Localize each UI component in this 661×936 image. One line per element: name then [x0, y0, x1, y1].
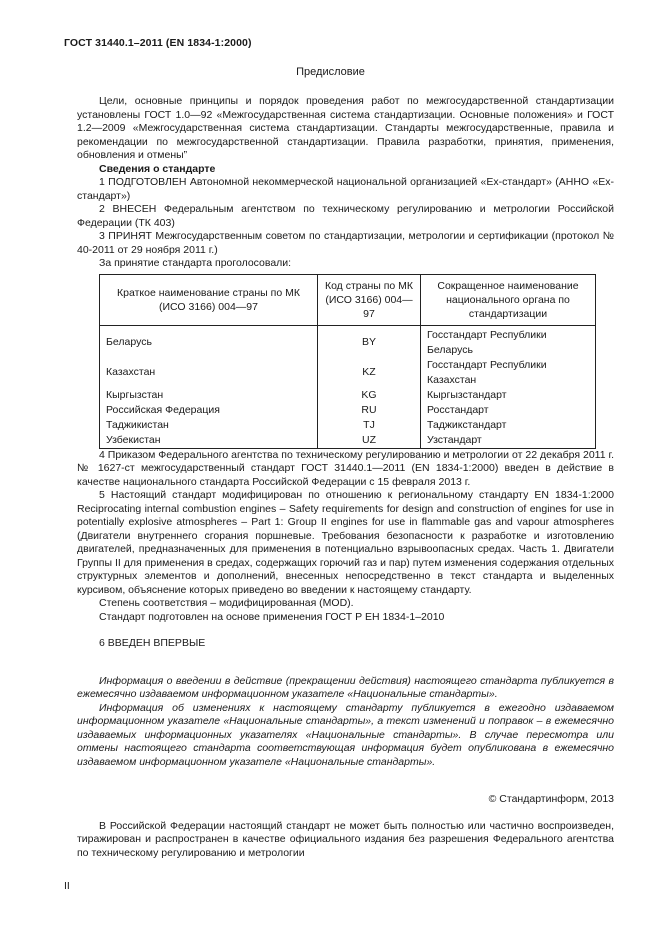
country-name: Беларусь [100, 325, 318, 358]
table-row [100, 388, 596, 403]
document-id: ГОСТ 31440.1–2011 (EN 1834-1:2000) [64, 37, 252, 49]
item-3: 3 ПРИНЯТ Межгосударственным советом по стандартизации, метрологии и сертификации (протокол № 40-2011 от 29 ноября 2011 г.) [77, 230, 614, 256]
standard-basis: Стандарт подготовлен на основе применения ГОСТ Р ЕН 1834-1–2010 [99, 610, 445, 623]
item-5: 5 Настоящий стандарт модифицирован по отношению к региональному стандарту EN 1834-1:2000 Reciprocating internal combustion engines – Safety requirements for design and construction of engines for use in potentially explosive atmospheres – Part 1: Group II engines for use in flammable gas and vapour atmospheres (Двигатели внутреннего сгорания поршневые. Требования безопасности к разработке и изготовлению двигателей, предназначенных для применения в потенциально взрывоопасных средах. Часть 1. Двигатели Группы II для применения в средах, содержащих горючий газ и пар) путем изменения содержания отдельных структурных элементов и дополнений, внесенных непосредственно в текст стандарта и выделенных курсивом, объяснение которых приведено во введении к настоящему стандарту. [77, 489, 614, 596]
country-code: RU [318, 403, 421, 418]
country-name: Казахстан [100, 358, 318, 388]
voting-table [99, 274, 596, 449]
item-6: 6 ВВЕДЕН ВПЕРВЫЕ [99, 637, 206, 649]
note-introduction: Информация о введении в действие (прекращении действия) настоящего стандарта публикуется в ежемесячно издаваемом информационном указателе «Национальные стандарты». [77, 674, 614, 700]
table-row [100, 325, 596, 358]
info-heading: Сведения о стандарте [99, 162, 216, 175]
item-1: 1 ПОДГОТОВЛЕН Автономной некоммерческой национальной организацией «Ех-стандарт» (АННО «Ех-стандарт») [77, 176, 614, 202]
agency-name: Узстандарт [421, 433, 596, 449]
country-code: UZ [318, 433, 421, 449]
country-code: KZ [318, 358, 421, 388]
country-name: Узбекистан [100, 433, 318, 449]
table-row [100, 403, 596, 418]
section-title: Предисловие [296, 66, 365, 78]
table-row [100, 433, 596, 449]
header-agency: Сокращенное наименование национального органа по стандартизации [421, 274, 596, 325]
header-country: Краткое наименование страны по МК (ИСО 3166) 004—97 [100, 274, 318, 325]
copyright: © Стандартинформ, 2013 [488, 793, 614, 805]
country-code: KG [318, 388, 421, 403]
country-code: BY [318, 325, 421, 358]
intro-paragraph: Цели, основные принципы и порядок проведения работ по межгосударственной стандартизации установлены ГОСТ 1.0—92 «Межгосударственная система стандартизации. Основные положения» и ГОСТ 1.2—2009 «Межгосударственная система стандартизации. Стандарты межгосударственные, правила и рекомендации по межгосударственной стандартизации. Правила разработки, принятия, применения, обновления и отмены” [77, 95, 614, 161]
agency-name: Кыргызстандарт [421, 388, 596, 403]
table-row [100, 418, 596, 433]
country-name: Российская Федерация [100, 403, 318, 418]
country-name: Кыргызстан [100, 388, 318, 403]
country-code: TJ [318, 418, 421, 433]
body-text [77, 95, 614, 860]
country-name: Таджикистан [100, 418, 318, 433]
agency-name: Росстандарт [421, 403, 596, 418]
item-4: 4 Приказом Федерального агентства по техническому регулированию и метрологии от 22 декабря 2011 г. № 1627-ст межгосударственный стандарт ГОСТ 31440.1—2011 (EN 1834-1:2000) введен в действие в качестве национального стандарта Российской Федерации с 15 февраля 2013 г. [77, 448, 614, 488]
agency-name: Таджикстандарт [421, 418, 596, 433]
table-header-row [100, 274, 596, 325]
conformity-degree: Степень соответствия – модифицированная (MOD). [99, 597, 354, 609]
item-2: 2 ВНЕСЕН Федеральным агентством по техническому регулированию и метрологии Российской Федерации (ТК 403) [77, 203, 614, 229]
table-row [100, 358, 596, 388]
agency-name: Госстандарт Республики Беларусь [421, 325, 596, 358]
page-number: II [64, 880, 70, 892]
vote-intro: За принятие стандарта проголосовали: [99, 257, 292, 269]
rights-notice: В Российской Федерации настоящий стандарт не может быть полностью или частично воспроизведен, тиражирован и распространен в качестве официального издания без разрешения Федерального агентства по техническому регулированию и метрологии [77, 819, 614, 859]
agency-name: Госстандарт Республики Казахстан [421, 358, 596, 388]
header-code: Код страны по МК (ИСО 3166) 004—97 [318, 274, 421, 325]
note-changes: Информация об изменениях к настоящему стандарту публикуется в ежегодно издаваемом информационном указателе «Национальные стандарты», а текст изменений и поправок – в ежемесячно издаваемых информационных указателях «Национальные стандарты». В случае пересмотра или отмены настоящего стандарта соответствующая информация будет опубликована в ежемесячно издаваемом информационном указателе «Национальные стандарты». [77, 701, 614, 768]
